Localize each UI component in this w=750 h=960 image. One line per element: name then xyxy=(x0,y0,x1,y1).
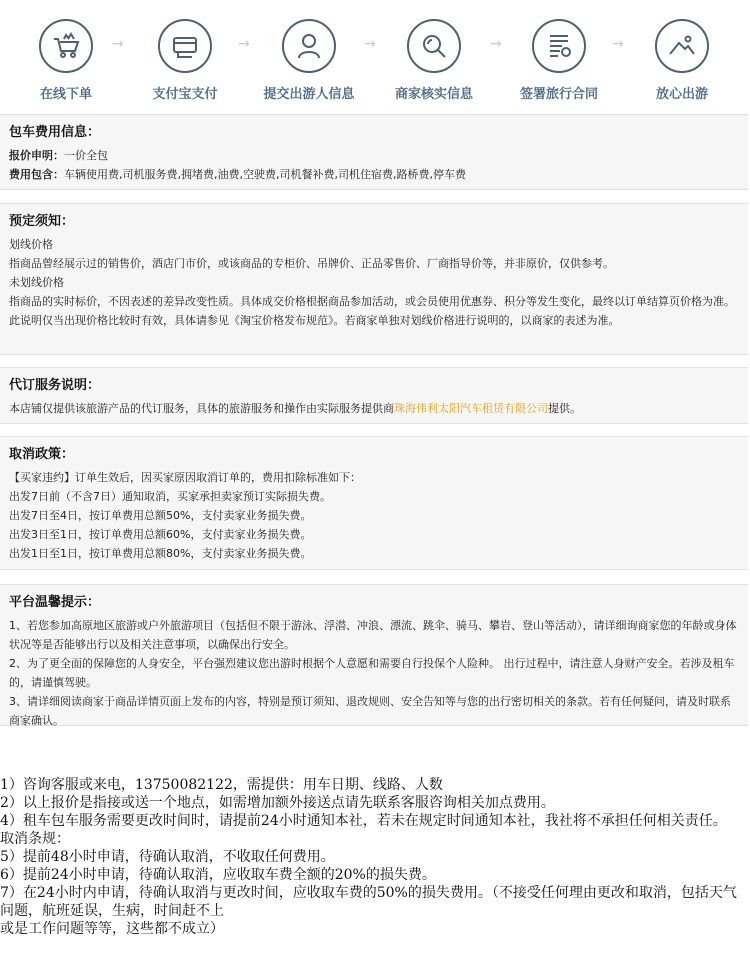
process-steps xyxy=(0,0,750,110)
rental-notes xyxy=(0,776,748,938)
step-verify xyxy=(379,0,489,102)
section-title: 平台温馨提示： xyxy=(9,595,101,610)
arrow-right-icon: → xyxy=(364,36,376,52)
note-line: 1）咨询客服或来电，13750082122，需提供：用车日期、线路、人数 xyxy=(0,777,443,793)
mountain-icon xyxy=(655,19,709,73)
quote-value: 一价全包 xyxy=(64,149,108,162)
include-value: 车辆使用费,司机服务费,拥堵费,油费,空驶费,司机餐补费,司机住宿费,路桥费,停车费 xyxy=(64,168,466,181)
section-title: 预定须知： xyxy=(9,214,75,229)
note-line: 2）以上报价是指接或送一个地点，如需增加额外接送点请先联系客服咨询相关加点费用。 xyxy=(0,795,555,811)
note-line: 7）在24小时内申请，待确认取消与更改时间，应收取车费的50%的损失费用。（不接受任何理由更改和取消，包括天气问题，航班延误，生病，时间赶不上 xyxy=(0,885,737,919)
user-icon xyxy=(282,19,336,73)
magnifier-icon xyxy=(407,19,461,73)
notice-line: 此说明仅当出现价格比较时有效，具体请参见《淘宝价格发布规范》。若商家单独对划线价格进行说明的，以商家的表述为准。 xyxy=(9,314,620,327)
note-line: 4）租车包车服务需要更改时间时，请提前24小时通知本社，若未在规定时间通知本社，我社将不承担任何相关责任。 xyxy=(0,813,727,829)
tip-line: 1、若您参加高原地区旅游或户外旅游项目（包括但不限于游泳、浮潜、冲浪、漂流、跳伞、骑马、攀岩、登山等活动），请详细询商家您的年龄或身体状况等是否能够出行以及相关注意事项，以确保出行安全。 xyxy=(9,619,737,651)
notice-line: 未划线价格 xyxy=(9,276,64,289)
step-label: 提交出游人信息 xyxy=(263,87,355,102)
quote-label: 报价申明： xyxy=(9,149,64,162)
note-line: 6）提前24小时申请，待确认取消，应收取车费全额的20%的损失费。 xyxy=(0,867,436,883)
section-title: 包车费用信息： xyxy=(9,125,101,140)
step-travel xyxy=(627,0,737,102)
section-title: 取消政策： xyxy=(9,447,75,462)
agency-line xyxy=(9,399,740,418)
agency-service-section xyxy=(0,367,748,424)
tip-line: 2、为了更全面的保障您的人身安全，平台强烈建议您出游时根据个人意愿和需要自行投保个人险种。 出行过程中，请注意人身财产安全。若涉及租车的，请谨慎驾驶。 xyxy=(9,657,735,689)
note-line: 5）提前48小时申请，待确认取消，不收取任何费用。 xyxy=(0,849,335,865)
booking-notice-section xyxy=(0,203,748,355)
notice-line: 指商品的实时标价，不因表述的差异改变性质。具体成交价格根据商品参加活动，或会员使用优惠券、积分等发生变化，最终以订单结算页价格为准。 xyxy=(9,295,735,308)
policy-line: 出发1日至1日，按订单费用总额80%，支付卖家业务损失费。 xyxy=(9,547,312,560)
step-order xyxy=(11,0,121,102)
card-icon xyxy=(158,19,212,73)
policy-line: 出发3日至1日，按订单费用总额60%，支付卖家业务损失费。 xyxy=(9,528,312,541)
step-label: 放心出游 xyxy=(655,87,708,102)
notice-line: 指商品曾经展示过的销售价，酒店门市价，或该商品的专柜价、吊牌价、正品零售价、厂商指导价等，并非原价，仅供参考。 xyxy=(9,257,614,270)
step-contract xyxy=(504,0,614,102)
fee-info-section xyxy=(0,114,748,190)
policy-line: 出发7日前（不含7日）通知取消，买家承担卖家预订实际损失费。 xyxy=(9,490,331,503)
step-label: 签署旅行合同 xyxy=(519,87,598,102)
step-traveler-info xyxy=(254,0,364,102)
cart-icon xyxy=(39,19,93,73)
include-line xyxy=(9,165,740,184)
arrow-right-icon: → xyxy=(112,36,124,52)
agency-text-end: 提供。 xyxy=(548,402,581,415)
document-icon xyxy=(532,19,586,73)
arrow-right-icon: → xyxy=(238,36,250,52)
cancellation-policy-section xyxy=(0,436,748,570)
policy-line: 【买家违约】订单生效后，因买家原因取消订单的，费用扣除标准如下： xyxy=(9,471,361,484)
note-line: 或是工作问题等等，这些都不成立） xyxy=(0,921,224,937)
step-label: 商家核实信息 xyxy=(394,87,473,102)
platform-tips-section xyxy=(0,584,748,726)
tip-line: 3、请详细阅读商家于商品详情页面上发布的内容，特别是预订须知、退改规则、安全告知等与您的出行密切相关的条款。若有任何疑问，请及时联系商家确认。 xyxy=(9,695,731,727)
quote-line xyxy=(9,146,740,165)
step-pay xyxy=(130,0,240,102)
arrow-right-icon: → xyxy=(490,36,502,52)
include-label: 费用包含： xyxy=(9,168,64,181)
step-label: 支付宝支付 xyxy=(152,87,218,102)
agency-text: 本店铺仅提供该旅游产品的代订服务，具体的旅游服务和操作由实际服务提供商 xyxy=(9,402,394,415)
company-link[interactable]: 珠海伟利太阳汽车租赁有限公司 xyxy=(394,402,548,415)
section-title: 代订服务说明： xyxy=(9,378,101,393)
policy-line: 出发7日至4日，按订单费用总额50%，支付卖家业务损失费。 xyxy=(9,509,312,522)
arrow-right-icon: → xyxy=(612,36,624,52)
note-line: 取消条规： xyxy=(0,831,70,847)
notice-line: 划线价格 xyxy=(9,238,53,251)
step-label: 在线下单 xyxy=(39,87,92,102)
